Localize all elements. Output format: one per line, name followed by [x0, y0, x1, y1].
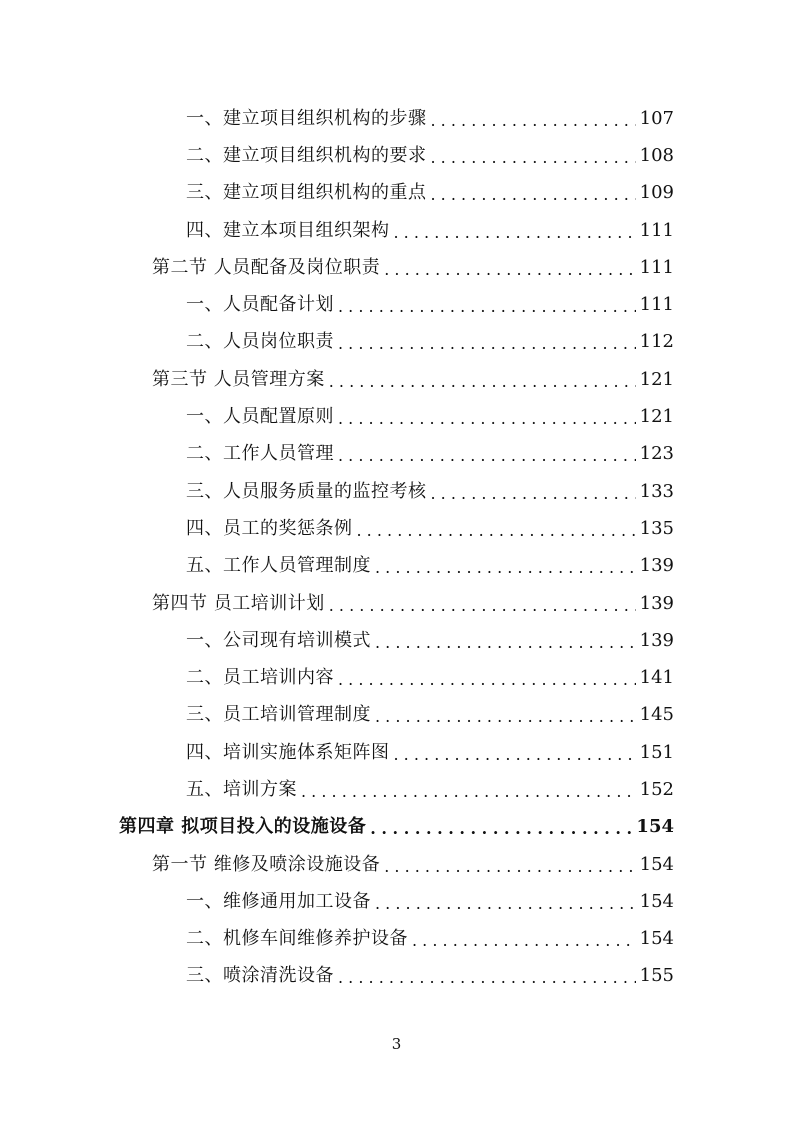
- toc-entry-title: 二、机修车间维修养护设备: [186, 928, 408, 950]
- table-of-contents: [0, 100, 793, 995]
- toc-dot-leader: [338, 411, 636, 427]
- toc-dot-leader: [412, 933, 636, 949]
- toc-subsection-entry[interactable]: [0, 286, 793, 323]
- toc-entry-title: 四、员工的奖惩条例: [186, 517, 353, 539]
- toc-section-entry[interactable]: [0, 249, 793, 286]
- toc-subsection-entry[interactable]: [0, 324, 793, 361]
- toc-entry-page: 154: [639, 890, 674, 912]
- toc-dot-leader: [338, 299, 636, 315]
- toc-entry-page: 107: [639, 107, 674, 129]
- toc-entry-page: 145: [639, 704, 674, 726]
- toc-dot-leader: [384, 859, 635, 875]
- toc-subsection-entry[interactable]: [0, 473, 793, 510]
- toc-entry-title: 二、建立项目组织机构的要求: [186, 144, 427, 166]
- toc-entry-page: 121: [639, 368, 674, 390]
- toc-entry-title: 第二节 人员配备及岗位职责: [152, 256, 381, 278]
- toc-entry-page: 152: [639, 778, 674, 800]
- toc-entry-title: 二、工作人员管理: [186, 443, 334, 465]
- toc-dot-leader: [431, 486, 636, 502]
- toc-subsection-entry[interactable]: [0, 659, 793, 696]
- toc-entry-page: 133: [639, 480, 674, 502]
- toc-entry-title: 第四节 员工培训计划: [152, 592, 325, 614]
- toc-entry-page: 111: [639, 294, 674, 316]
- toc-entry-title: 二、人员岗位职责: [186, 331, 334, 353]
- toc-subsection-entry[interactable]: [0, 734, 793, 771]
- toc-subsection-entry[interactable]: [0, 921, 793, 958]
- toc-entry-page: 111: [639, 219, 674, 241]
- toc-subsection-entry[interactable]: [0, 697, 793, 734]
- toc-entry-title: 四、建立本项目组织架构: [186, 219, 390, 241]
- toc-dot-leader: [375, 896, 636, 912]
- toc-dot-leader: [394, 747, 636, 763]
- toc-dot-leader: [384, 262, 635, 278]
- toc-entry-page: 154: [639, 853, 674, 875]
- toc-entry-title: 一、维修通用加工设备: [186, 890, 371, 912]
- toc-entry-title: 四、培训实施体系矩阵图: [186, 741, 390, 763]
- toc-subsection-entry[interactable]: [0, 212, 793, 249]
- toc-dot-leader: [357, 523, 636, 539]
- toc-subsection-entry[interactable]: [0, 958, 793, 995]
- toc-entry-page: 139: [639, 629, 674, 651]
- toc-entry-page: 154: [639, 928, 674, 950]
- toc-entry-page: 112: [639, 331, 674, 353]
- toc-entry-page: 109: [639, 182, 674, 204]
- toc-subsection-entry[interactable]: [0, 137, 793, 174]
- toc-subsection-entry[interactable]: [0, 622, 793, 659]
- toc-entry-title: 一、人员配置原则: [186, 406, 334, 428]
- toc-dot-leader: [338, 448, 636, 464]
- toc-dot-leader: [431, 187, 636, 203]
- toc-entry-page: 155: [639, 965, 674, 987]
- toc-entry-page: 121: [639, 406, 674, 428]
- toc-chapter-entry[interactable]: [0, 809, 793, 846]
- toc-entry-title: 三、喷涂清洗设备: [186, 965, 334, 987]
- toc-entry-title: 三、人员服务质量的监控考核: [186, 480, 427, 502]
- toc-dot-leader: [394, 225, 636, 241]
- toc-subsection-entry[interactable]: [0, 100, 793, 137]
- toc-dot-leader: [431, 113, 636, 129]
- toc-subsection-entry[interactable]: [0, 771, 793, 808]
- toc-dot-leader: [338, 672, 636, 688]
- toc-dot-leader: [301, 784, 636, 800]
- toc-dot-leader: [338, 336, 636, 352]
- toc-entry-title: 一、人员配备计划: [186, 294, 334, 316]
- toc-dot-leader: [329, 598, 636, 614]
- toc-entry-title: 第一节 维修及喷涂设施设备: [152, 853, 381, 875]
- toc-entry-page: 139: [639, 555, 674, 577]
- toc-entry-title: 二、员工培训内容: [186, 667, 334, 689]
- toc-subsection-entry[interactable]: [0, 548, 793, 585]
- toc-entry-title: 五、培训方案: [186, 778, 297, 800]
- toc-subsection-entry[interactable]: [0, 398, 793, 435]
- toc-entry-page: 108: [639, 144, 674, 166]
- toc-dot-leader: [375, 635, 636, 651]
- toc-subsection-entry[interactable]: [0, 883, 793, 920]
- toc-entry-title: 第三节 人员管理方案: [152, 368, 325, 390]
- toc-dot-leader: [375, 709, 636, 725]
- toc-dot-leader: [431, 150, 636, 166]
- toc-dot-leader: [375, 560, 636, 576]
- toc-entry-page: 135: [639, 517, 674, 539]
- page-number: 3: [391, 1035, 402, 1053]
- toc-dot-leader: [338, 970, 636, 986]
- toc-subsection-entry[interactable]: [0, 436, 793, 473]
- toc-entry-title: 三、建立项目组织机构的重点: [186, 182, 427, 204]
- toc-entry-page: 139: [639, 592, 674, 614]
- toc-entry-title: 第四章 拟项目投入的设施设备: [119, 816, 367, 838]
- toc-section-entry[interactable]: [0, 361, 793, 398]
- toc-entry-page: 111: [639, 256, 674, 278]
- toc-entry-page: 151: [639, 741, 674, 763]
- toc-dot-leader: [329, 374, 636, 390]
- toc-subsection-entry[interactable]: [0, 175, 793, 212]
- toc-entry-title: 五、工作人员管理制度: [186, 555, 371, 577]
- toc-entry-page: 123: [639, 443, 674, 465]
- toc-section-entry[interactable]: [0, 585, 793, 622]
- toc-entry-page: 154: [636, 816, 674, 838]
- toc-dot-leader: [370, 821, 632, 837]
- toc-subsection-entry[interactable]: [0, 510, 793, 547]
- toc-entry-title: 一、公司现有培训模式: [186, 629, 371, 651]
- toc-entry-title: 一、建立项目组织机构的步骤: [186, 107, 427, 129]
- toc-entry-title: 三、员工培训管理制度: [186, 704, 371, 726]
- toc-section-entry[interactable]: [0, 846, 793, 883]
- toc-entry-page: 141: [639, 667, 674, 689]
